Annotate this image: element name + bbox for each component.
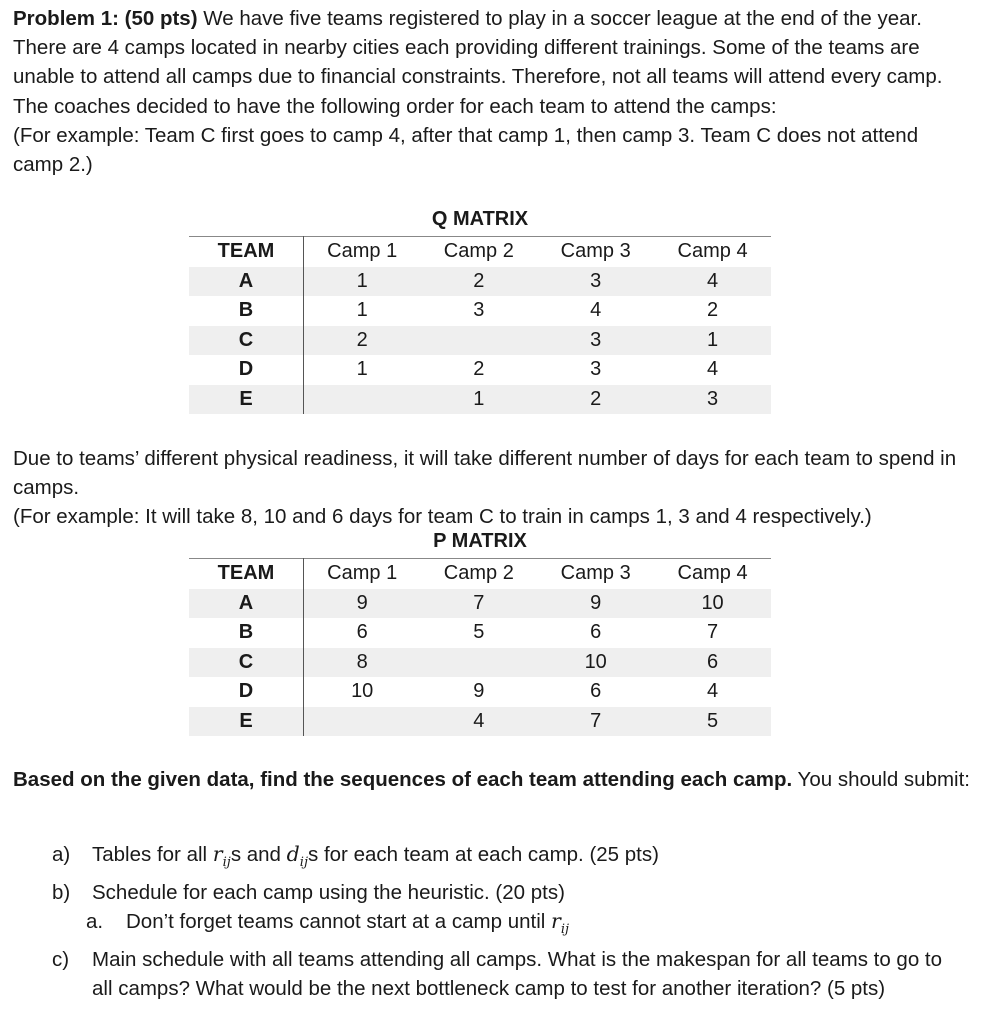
- p-matrix-table: [189, 558, 771, 736]
- task-item-c: [52, 945, 952, 1004]
- table-row: [189, 385, 771, 415]
- table-cell: [420, 326, 537, 356]
- team-label: B: [189, 618, 304, 648]
- table-cell: 7: [707, 621, 719, 644]
- table-row: [189, 707, 771, 737]
- table-cell: 4: [473, 709, 485, 732]
- q-matrix-title: Q MATRIX: [431, 208, 529, 230]
- table-cell: 8: [356, 650, 368, 673]
- table-cell: [304, 707, 421, 737]
- table-cell: 6: [356, 621, 368, 644]
- table-cell: 5: [707, 709, 719, 732]
- table-cell: 2: [473, 358, 485, 381]
- p-matrix-title: P MATRIX: [433, 530, 527, 552]
- task-bold: Based on the given data, find the sequences of each team attending each camp.: [13, 768, 793, 791]
- q-matrix-header-row: [189, 237, 771, 267]
- intro-text: We have five teams registered to play in a soccer league at the end of the year. There are 4 camps located in nearby cities each providing different trainings. Some of the teams are unable to attend all camps due to financial constraints. Therefore, not all teams will attend every camp. The coaches decided to have the following order for each team to attend the camps:: [13, 7, 943, 118]
- q-matrix-header-1: Camp 1: [327, 240, 398, 263]
- task-item-a-post: s for each team at each camp. (25 pts): [308, 843, 659, 866]
- table-cell: 9: [473, 680, 485, 703]
- table-row: [189, 589, 771, 619]
- task-item-a-mid: s and: [230, 843, 281, 866]
- task-item-c-marker: c): [52, 947, 70, 971]
- task-list: [52, 840, 952, 1004]
- table-cell: 7: [473, 591, 485, 614]
- var-d-ij: $d_{ij}$: [286, 842, 308, 871]
- table-row: [189, 648, 771, 678]
- var-r-ij: $r_{ij}$: [212, 842, 231, 871]
- table-cell: 2: [473, 269, 485, 292]
- table-row: [189, 677, 771, 707]
- team-label: B: [189, 296, 304, 326]
- days-paragraph: [13, 444, 973, 532]
- table-cell: 6: [707, 650, 719, 673]
- table-cell: 7: [590, 709, 602, 732]
- p-matrix-header-4: Camp 4: [677, 562, 748, 585]
- days-text: Due to teams’ different physical readiness, it will take different number of days for each team to spend in camps.: [13, 447, 957, 500]
- table-cell: 1: [356, 269, 368, 292]
- table-row: [189, 618, 771, 648]
- table-cell: 10: [584, 650, 607, 673]
- p-matrix-header-3: Camp 3: [560, 562, 631, 585]
- task-item-a-pre: Tables for all: [92, 843, 208, 866]
- table-cell: 2: [356, 328, 368, 351]
- task-item-a-marker: a): [52, 843, 71, 866]
- table-cell: 5: [473, 621, 485, 644]
- table-cell: 4: [707, 358, 719, 381]
- task-item-a: [52, 840, 952, 878]
- table-cell: 4: [590, 299, 602, 322]
- p-matrix-header-0: TEAM: [189, 559, 304, 589]
- days-example: (For example: It will take 8, 10 and 6 days for team C to train in camps 1, 3 and 4 respectively.): [13, 505, 872, 529]
- team-label: D: [189, 355, 304, 385]
- team-label: A: [189, 589, 304, 619]
- q-matrix-header-4: Camp 4: [677, 240, 748, 263]
- intro-example: (For example: Team C first goes to camp 4, after that camp 1, then camp 3. Team C does not attend camp 2.): [13, 123, 919, 177]
- task-item-b-sub-marker: a.: [86, 910, 104, 934]
- table-row: [189, 355, 771, 385]
- q-matrix-header-3: Camp 3: [560, 240, 631, 263]
- p-matrix-body: [189, 589, 771, 737]
- table-row: [189, 296, 771, 326]
- table-cell: 4: [707, 680, 719, 703]
- task-paragraph: [13, 765, 973, 794]
- q-matrix-header-0: TEAM: [189, 237, 304, 267]
- team-label: C: [189, 648, 304, 678]
- table-cell: 2: [707, 299, 719, 322]
- table-cell: 1: [473, 387, 485, 410]
- table-cell: 3: [590, 358, 602, 381]
- table-cell: 3: [590, 328, 602, 351]
- table-cell: 1: [356, 299, 368, 322]
- table-cell: 3: [590, 269, 602, 292]
- task-item-c-text: Main schedule with all teams attending all camps. What is the makespan for all teams to go to all camps? What would be the next bottleneck camp to test for another iteration? (5 pts): [92, 947, 943, 1001]
- q-matrix-header-2: Camp 2: [443, 240, 514, 263]
- table-cell: 10: [351, 680, 374, 703]
- table-row: [189, 267, 771, 297]
- table-cell: 4: [707, 269, 719, 292]
- q-matrix-body: [189, 267, 771, 415]
- p-matrix-header-1: Camp 1: [327, 562, 398, 585]
- table-cell: [304, 385, 421, 415]
- team-label: A: [189, 267, 304, 297]
- table-cell: 3: [473, 299, 485, 322]
- team-label: C: [189, 326, 304, 356]
- table-cell: 1: [707, 328, 719, 351]
- p-matrix-header-row: [189, 559, 771, 589]
- table-cell: 1: [356, 358, 368, 381]
- table-cell: 6: [590, 680, 602, 703]
- team-label: D: [189, 677, 304, 707]
- table-cell: 9: [590, 591, 602, 614]
- task-item-b-text: Schedule for each camp using the heuristic. (20 pts): [92, 880, 565, 904]
- table-cell: 10: [701, 591, 724, 614]
- intro-paragraph: [13, 4, 973, 179]
- task-item-b-sub: [52, 907, 952, 945]
- task-item-b: [52, 878, 952, 908]
- task-item-b-sub-text: Don’t forget teams cannot start at a camp until: [126, 910, 546, 934]
- table-row: [189, 326, 771, 356]
- team-label: E: [189, 385, 304, 415]
- team-label: E: [189, 707, 304, 737]
- task-item-b-marker: b): [52, 880, 71, 904]
- table-cell: [420, 648, 537, 678]
- table-cell: 2: [590, 387, 602, 410]
- table-cell: 3: [707, 387, 719, 410]
- task-rest: You should submit:: [797, 768, 970, 791]
- table-cell: 9: [356, 591, 368, 614]
- problem-label: Problem 1: (50 pts): [13, 7, 198, 30]
- p-matrix-header-2: Camp 2: [443, 562, 514, 585]
- var-r-ij: $r_{ij}$: [551, 909, 570, 938]
- table-cell: 6: [590, 621, 602, 644]
- q-matrix-table: [189, 236, 771, 414]
